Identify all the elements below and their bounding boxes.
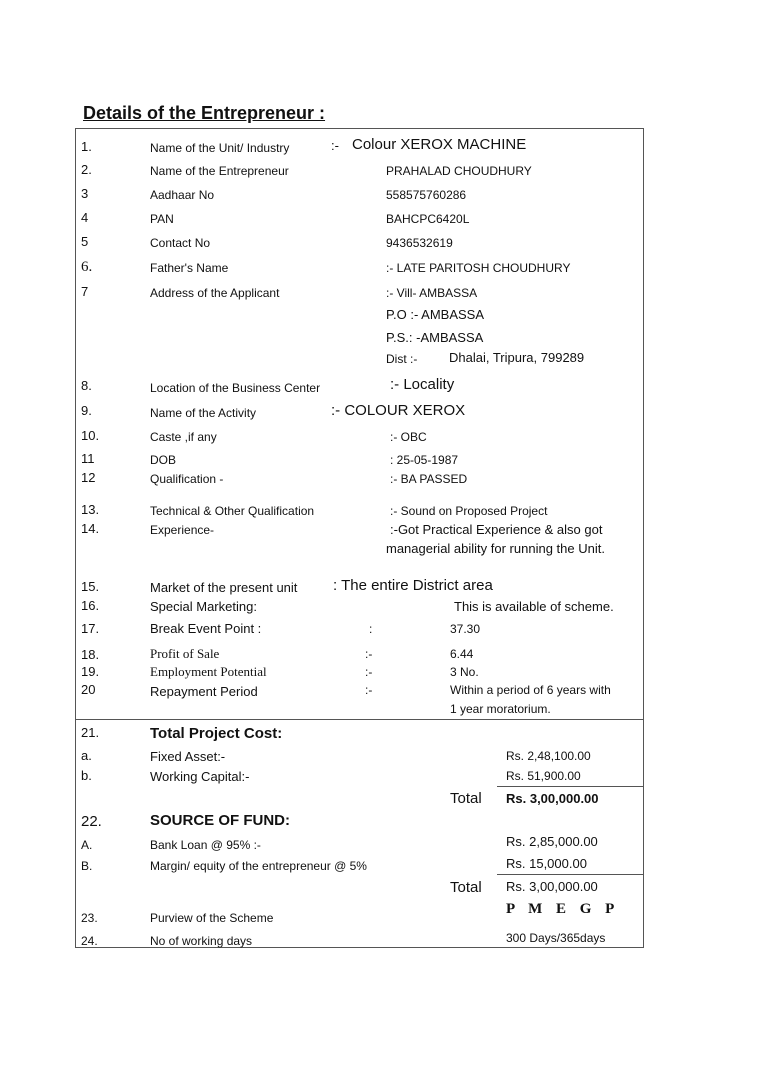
fund-value: Rs. 15,000.00 (506, 856, 587, 871)
scheme-label: Purview of the Scheme (150, 911, 274, 925)
field-label: Experience- (150, 523, 215, 537)
field-value: : The entire District area (333, 577, 493, 594)
total-label: Total (450, 879, 482, 896)
field-label: Contact No (150, 236, 211, 250)
field-label: DOB (150, 453, 177, 467)
field-label: PAN (150, 212, 174, 226)
field-value: :- LATE PARITOSH CHOUDHURY (386, 261, 571, 275)
field-value: :- BA PASSED (390, 472, 468, 486)
field-separator: :- (365, 665, 373, 679)
working-days-value: 300 Days/365days (506, 931, 606, 945)
row-number: 2. (81, 162, 92, 177)
field-value: :-Got Practical Experience & also got (390, 522, 603, 537)
row-number: 24. (81, 934, 98, 948)
row-number: 16. (81, 598, 100, 613)
total-rule (497, 786, 644, 787)
field-separator: :- (365, 647, 373, 661)
field-label: Special Marketing: (150, 599, 257, 614)
row-number: 5 (81, 234, 89, 249)
field-label: Father's Name (150, 261, 229, 275)
field-label: Location of the Business Center (150, 381, 321, 395)
field-value: BAHCPC6420L (386, 212, 470, 226)
fund-label: Bank Loan @ 95% :- (150, 838, 261, 852)
field-label: Break Event Point : (150, 621, 262, 636)
field-value-continued: managerial ability for running the Unit. (386, 541, 605, 556)
field-label: Name of the Unit/ Industry (150, 141, 290, 155)
address-dist-value: Dhalai, Tripura, 799289 (449, 350, 585, 365)
field-label: Qualification - (150, 472, 224, 486)
row-number: b. (81, 768, 92, 783)
row-number: 19. (81, 664, 100, 679)
field-value: PRAHALAD CHOUDHURY (386, 164, 532, 178)
field-value-continued: 1 year moratorium. (450, 702, 551, 716)
row-number: 14. (81, 521, 100, 536)
section-divider (75, 719, 644, 720)
field-separator: :- (331, 138, 339, 153)
document-title: Details of the Entrepreneur : (83, 103, 326, 123)
row-number: 20 (81, 682, 96, 697)
field-label: Employment Potential (150, 664, 267, 679)
field-value: Colour XEROX MACHINE (352, 136, 527, 153)
field-label: Aadhaar No (150, 188, 215, 202)
row-number: B. (81, 859, 93, 873)
field-value: :- COLOUR XEROX (331, 402, 466, 419)
row-number: 6. (81, 259, 93, 275)
row-number: 3 (81, 186, 89, 201)
field-value: :- Locality (390, 376, 455, 393)
address-po: P.O :- AMBASSA (386, 307, 485, 322)
field-label: Repayment Period (150, 684, 258, 699)
field-value: 37.30 (450, 622, 481, 636)
row-number: 23. (81, 911, 98, 925)
field-label: Address of the Applicant (150, 286, 280, 300)
field-label: Market of the present unit (150, 580, 298, 595)
scheme-value: P M E G P (506, 901, 620, 917)
field-separator: : (369, 622, 373, 636)
row-number: 7 (81, 284, 89, 299)
fund-label: Margin/ equity of the entrepreneur @ 5% (150, 859, 367, 873)
field-value: This is available of scheme. (454, 599, 614, 614)
field-value: :- Sound on Proposed Project (390, 504, 548, 518)
address-ps: P.S.: -AMBASSA (386, 330, 484, 345)
total-value: Rs. 3,00,000.00 (506, 791, 599, 806)
section-heading: SOURCE OF FUND: (150, 812, 290, 829)
working-days-label: No of working days (150, 934, 253, 948)
cost-label: Fixed Asset:- (150, 749, 226, 764)
cost-value: Rs. 2,48,100.00 (506, 749, 591, 763)
fund-value: Rs. 2,85,000.00 (506, 834, 598, 849)
row-number: 9. (81, 403, 92, 418)
address-dist-label: Dist :- (386, 352, 418, 366)
field-value: 9436532619 (386, 236, 453, 250)
row-number: 15. (81, 579, 100, 594)
total-label: Total (450, 790, 482, 807)
row-number: 8. (81, 378, 92, 393)
row-number: 22. (81, 813, 102, 830)
row-number: 18. (81, 647, 100, 662)
cost-value: Rs. 51,900.00 (506, 769, 581, 783)
row-number: 1. (81, 139, 92, 154)
field-label: Name of the Entrepreneur (150, 164, 289, 178)
field-value: : 25-05-1987 (390, 453, 459, 467)
field-value: 558575760286 (386, 188, 467, 202)
field-value: Within a period of 6 years with (450, 683, 611, 697)
cost-label: Working Capital:- (150, 769, 250, 784)
row-number: 10. (81, 428, 100, 443)
field-separator: :- (365, 683, 373, 697)
row-number: 11 (81, 451, 95, 466)
row-number: 17. (81, 621, 100, 636)
field-label: Profit of Sale (150, 646, 220, 661)
field-value: :- OBC (390, 430, 427, 444)
field-label: Name of the Activity (150, 406, 257, 420)
field-value: :- Vill- AMBASSA (386, 286, 478, 300)
field-value: 6.44 (450, 647, 474, 661)
row-number: a. (81, 748, 92, 763)
total-value: Rs. 3,00,000.00 (506, 879, 598, 894)
field-label: Technical & Other Qualification (150, 504, 315, 518)
row-number: 12 (81, 470, 96, 485)
row-number: 21. (81, 725, 100, 740)
field-value: 3 No. (450, 665, 479, 679)
section-heading: Total Project Cost: (150, 725, 283, 742)
field-label: Caste ,if any (150, 430, 217, 444)
row-number: 13. (81, 502, 100, 517)
row-number: 4 (81, 210, 89, 225)
total-rule (497, 874, 644, 875)
row-number: A. (81, 838, 93, 852)
